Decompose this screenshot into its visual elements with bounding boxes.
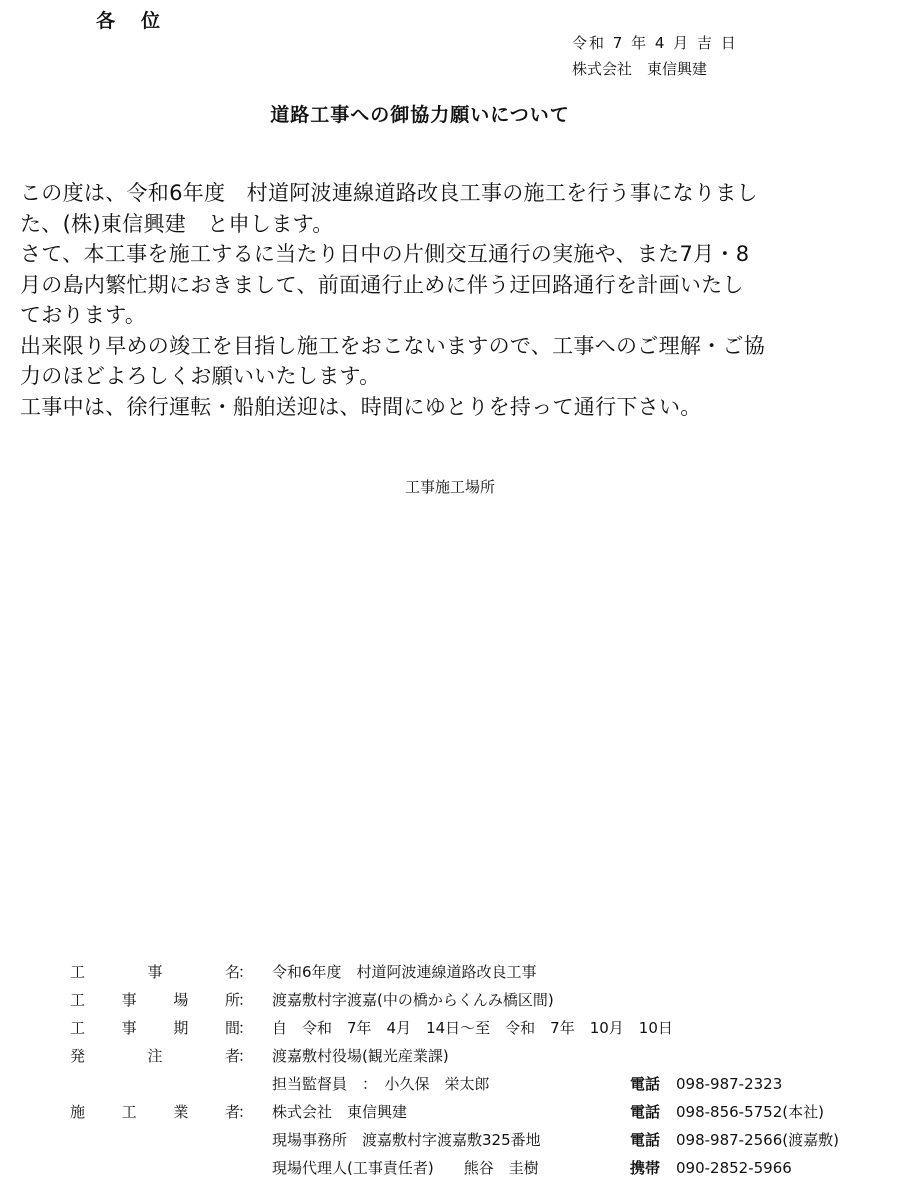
detail-row-project-name — [0, 960, 900, 985]
supervisor-value: 担当監督員 ： 小久保 栄太郎 — [272, 1075, 490, 1093]
phone-label: 電話 — [630, 1131, 661, 1149]
site-agent-mobile — [630, 1156, 792, 1181]
detail-label: 工 事 名 — [70, 963, 240, 981]
detail-row-project-period — [0, 1016, 900, 1041]
body-line: さて、本工事を施工するに当たり日中の片側交互通行の実施や、また7月・8 — [20, 242, 750, 266]
detail-row-supervisor — [0, 1072, 900, 1097]
phone-number: 098-987-2323 — [676, 1075, 783, 1093]
detail-label: 発 注 者 — [70, 1047, 240, 1065]
detail-colon: ： — [238, 1103, 254, 1121]
body-line: た、(株)東信興建 と申します。 — [20, 211, 334, 236]
mobile-number: 090-2852-5966 — [676, 1159, 792, 1177]
detail-row-client — [0, 1044, 900, 1069]
project-name-value: 令和6年度 村道阿波連線道路改良工事 — [272, 963, 537, 981]
notice-title: 道路工事への御協力願いについて — [270, 104, 570, 126]
detail-label: 施 工 業 者 — [70, 1103, 240, 1121]
site-agent-value: 現場代理人(工事責任者) 熊谷 圭樹 — [272, 1159, 539, 1177]
body-line: 工事中は、徐行運転・船舶送迎は、時間にゆとりを持って通行下さい。 — [20, 394, 702, 419]
phone-number: 098-856-5752(本社) — [676, 1103, 824, 1121]
detail-colon: ： — [238, 1019, 254, 1037]
detail-label: 工 事 期 間 — [70, 1019, 240, 1037]
client-value: 渡嘉敷村役場(観光産業課) — [272, 1047, 449, 1065]
notice-body — [20, 178, 890, 422]
contractor-phone — [630, 1100, 824, 1125]
detail-row-site-agent — [0, 1156, 900, 1181]
mobile-label: 携帯 — [630, 1159, 661, 1177]
addressee: 各位 — [96, 10, 187, 32]
detail-colon: ： — [238, 963, 254, 981]
body-line: 出来限り早めの竣工を目指し施工をおこないますので、工事へのご理解・ご協 — [20, 333, 766, 358]
detail-label: 工 事 場 所 — [70, 991, 240, 1009]
supervisor-phone — [630, 1072, 782, 1097]
body-line: 月の島内繁忙期におきまして、前面通行止めに伴う迂回路通行を計画いたし — [20, 272, 744, 297]
site-map-label: 工事施工場所 — [404, 478, 495, 496]
body-line: 力のほどよろしくお願いいたします。 — [20, 364, 381, 388]
site-office-phone — [630, 1128, 839, 1153]
issue-date: 令和 7 年 4 月 吉 日 — [572, 34, 738, 52]
body-line: ております。 — [20, 303, 147, 327]
detail-row-project-site — [0, 988, 900, 1013]
body-line: この度は、令和6年度 村道阿波連線道路改良工事の施工を行う事になりまし — [20, 181, 758, 205]
project-site-value: 渡嘉敷村字渡嘉(中の橋からくんみ橋区間) — [272, 991, 554, 1009]
project-period-value: 自 令和 7年 4月 14日～至 令和 7年 10月 10日 — [272, 1019, 673, 1037]
detail-colon: ： — [238, 1047, 254, 1065]
phone-number: 098-987-2566(渡嘉敷) — [676, 1131, 839, 1149]
detail-row-site-office — [0, 1128, 900, 1153]
phone-label: 電話 — [630, 1075, 661, 1093]
phone-label: 電話 — [630, 1103, 661, 1121]
site-office-value: 現場事務所 渡嘉敷村字渡嘉敷325番地 — [272, 1131, 541, 1149]
detail-row-contractor — [0, 1100, 900, 1125]
contractor-value: 株式会社 東信興建 — [272, 1103, 408, 1121]
detail-colon: ： — [238, 991, 254, 1009]
issuer-company: 株式会社 東信興建 — [572, 60, 708, 78]
